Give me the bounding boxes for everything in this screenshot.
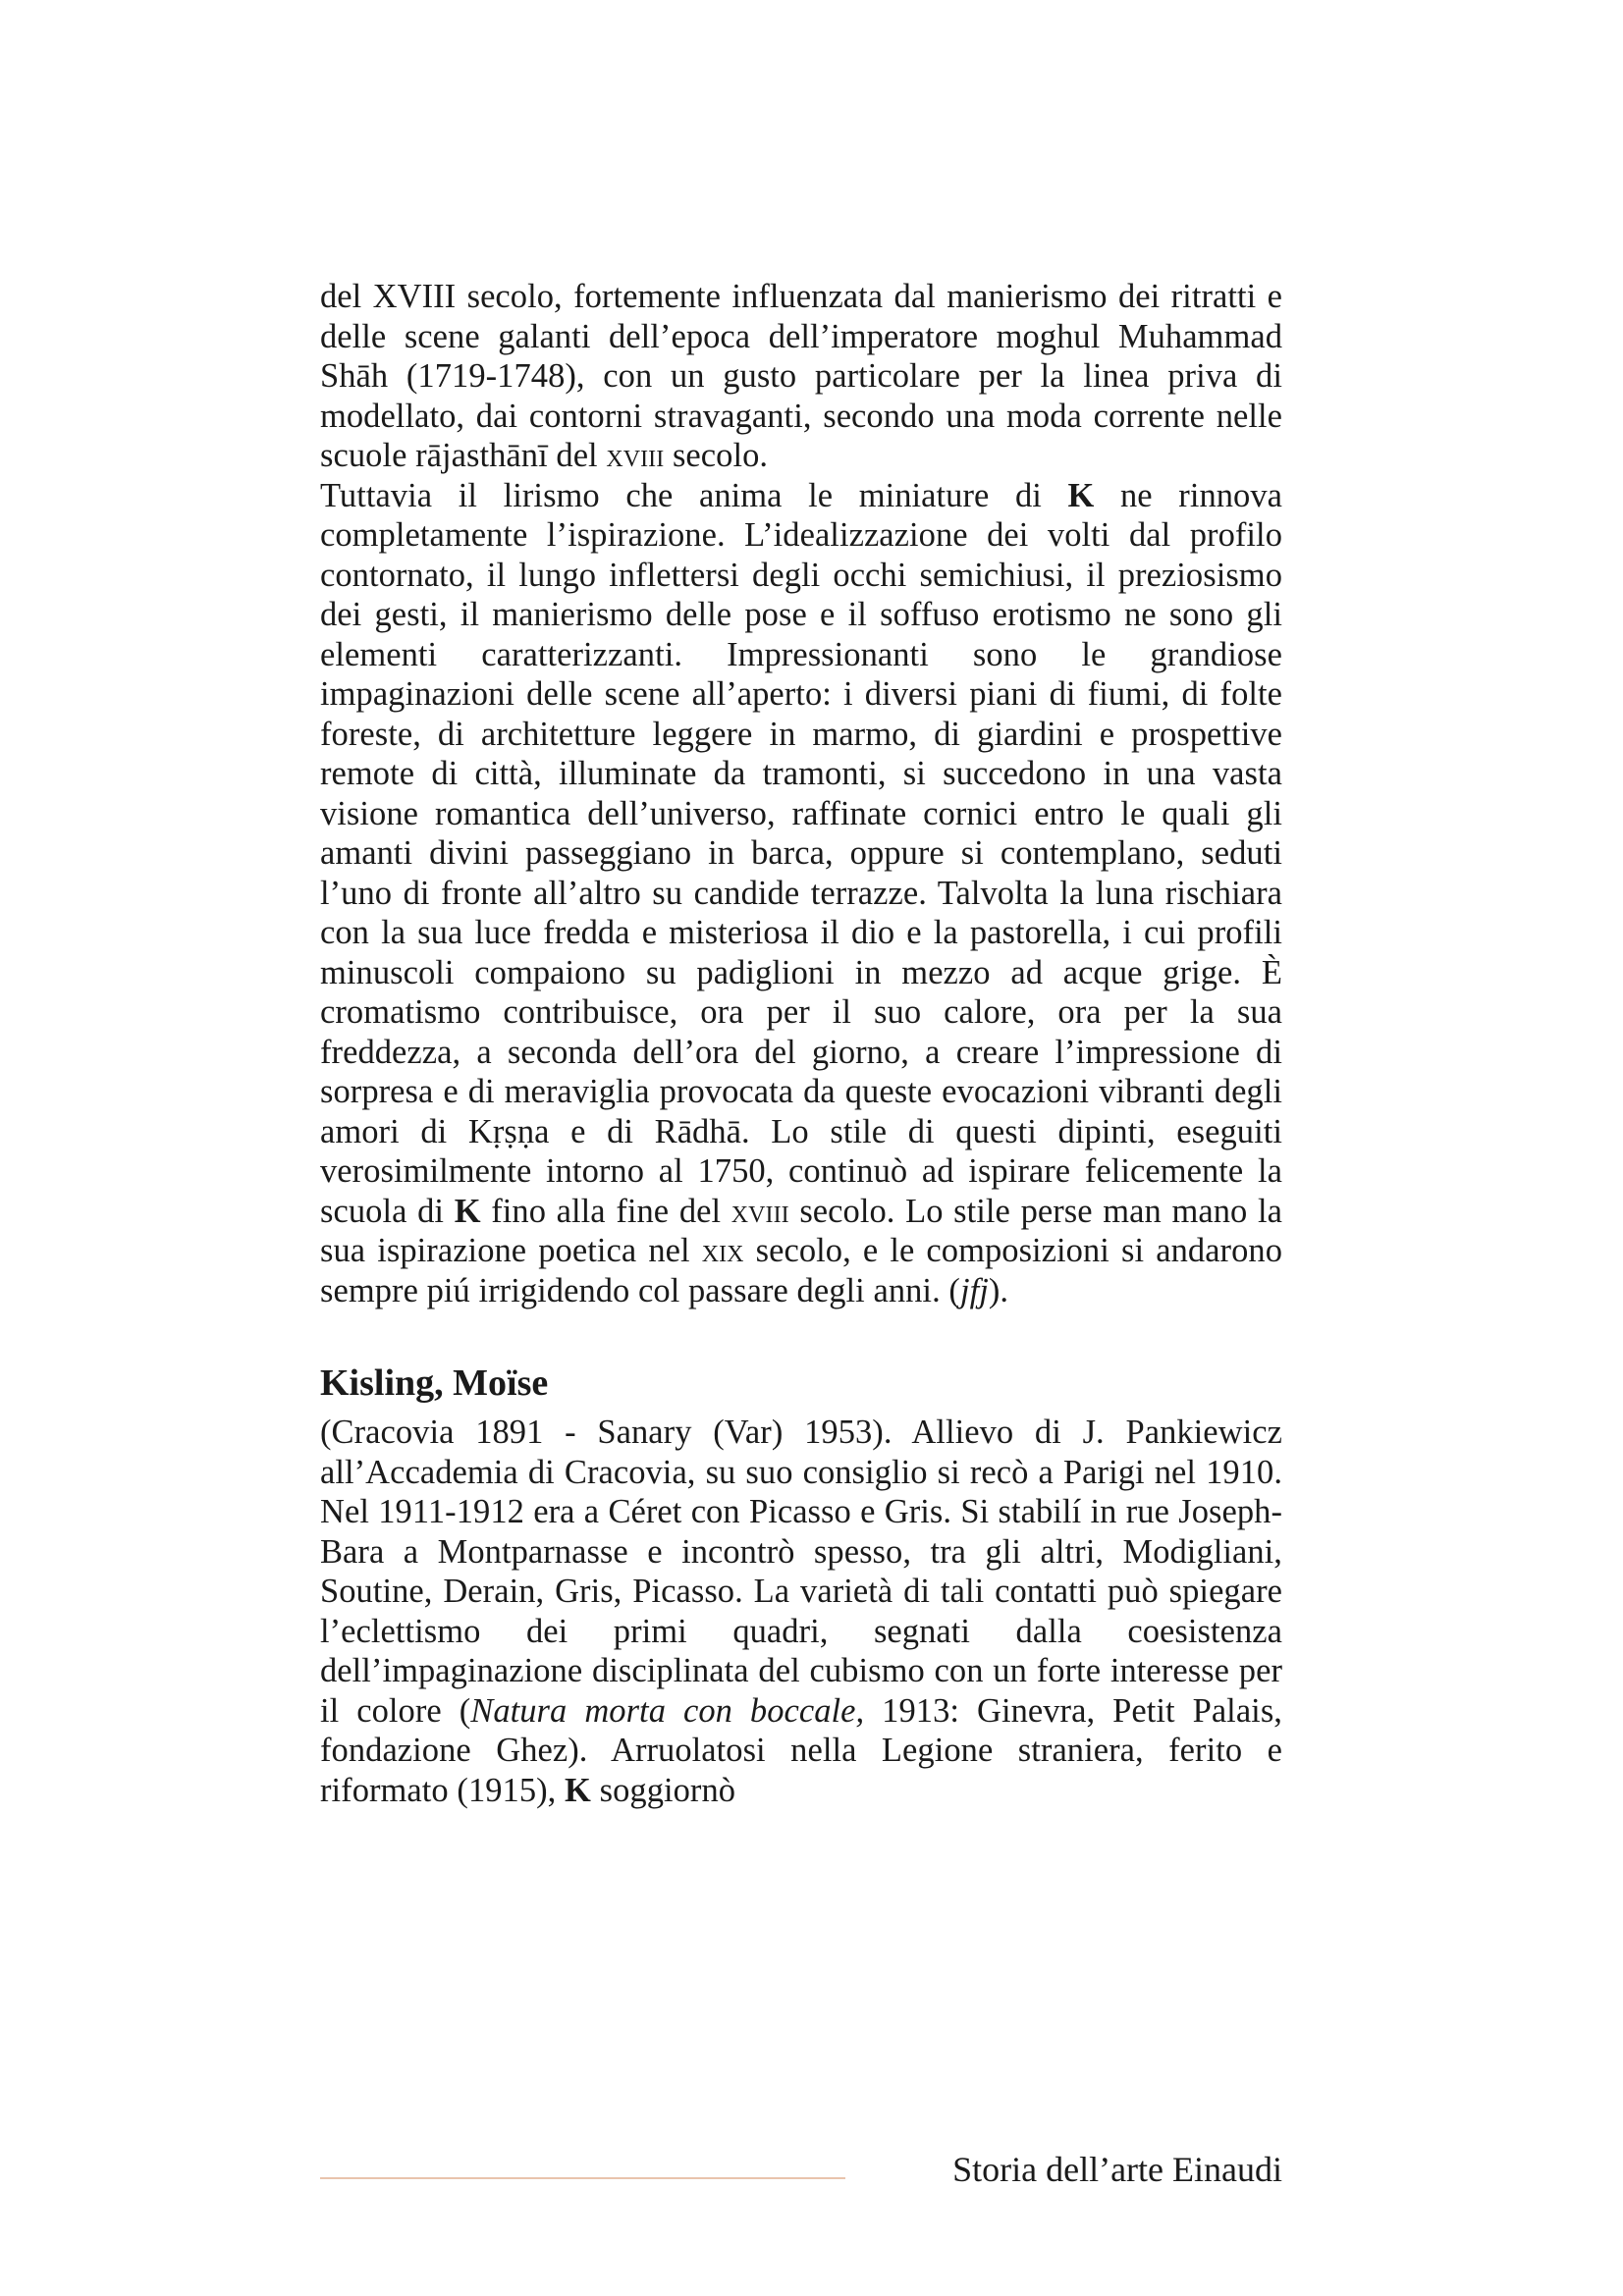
author-initials: jfj xyxy=(959,1271,989,1309)
text-run: ). xyxy=(988,1271,1009,1309)
text-run: (Cracovia 1891 - Sanary (Var) 1953). Allievo di J. Pankiewicz all’Accademia di Cracovia, su suo consiglio si recò a Parigi nel 1910. Nel 1911-1912 era a Céret con Picasso e Gris. Si stabilí in rue Joseph-Bara a Montparnasse e incontrò spesso, tra gli altri, Modigliani, Soutine, Derain, Gris, Picasso. La varietà di tali contatti può spiegare l’eclettismo dei primi quadri, segnati dalla coesistenza dell’impaginazione disciplinata del cubismo con un forte interesse per il colore ( xyxy=(320,1414,1282,1730)
century-numeral: xviii xyxy=(606,437,665,474)
text-run: fino alla fine del xyxy=(480,1192,731,1230)
text-run: ne rinnova completamente l’ispirazione. L’idealizzazione dei volti dal profilo contornato, il lungo inflettersi degli occhi semichiusi, il preziosismo dei gesti, il manierismo delle pose e il soffuso erotismo ne sono gli elementi caratterizzanti. Impressionanti sono le grandiose impaginazioni delle scene all’aperto: i diversi piani di fiumi, di folte foreste, di architetture leggere in marmo, di giardini e prospettive remote di città, illuminate da tramonti, si succedono in una vasta visione romantica dell’universo, raffinate cornici entro le quali gli amanti divini passeggiano in barca, oppure si contemplano, seduti l’uno di fronte all’altro su candide terrazze. Talvolta la luna rischiara con la sua luce fredda e misteriosa il dio e la pastorella, i cui profili minuscoli compaiono su padiglioni in mezzo ad acque grige. È cromatismo contribuisce, ora per il suo calore, ora per la sua freddezza, a seconda dell’ora del giorno, a creare l’impressione di sorpresa e di meraviglia provocata da queste evocazioni vibranti degli amori di Kṛṣṇa e di Rādhā. Lo stile di questi dipinti, eseguiti verosimilmente intorno al 1750, continuò ad ispirare felicemente la scuola di xyxy=(320,476,1283,1230)
artwork-title: Natura morta con boccale, xyxy=(470,1691,865,1730)
text-run: soggiornò xyxy=(590,1771,736,1809)
footer-rule xyxy=(320,2177,845,2179)
entry-abbrev-k: K xyxy=(1067,476,1095,514)
entry-continuation-paragraph-1 xyxy=(320,277,1282,476)
text-run: 1913: Ginevra, Petit Palais, fondazione Ghez). Arruolatosi nella Legione straniera, ferito e riformato (1915), xyxy=(320,1691,1282,1809)
entry-heading-kisling: Kisling, Moïse xyxy=(320,1362,549,1404)
century-numeral: xviii xyxy=(730,1192,789,1230)
entry-abbrev-k: K xyxy=(454,1192,481,1230)
text-run: Tuttavia il lirismo che anima le miniature di xyxy=(320,476,1068,514)
text-run: del XVIII secolo, fortemente influenzata dal manierismo dei ritratti e delle scene galanti dell’epoca dell’imperatore moghul Muhammad Shāh (1719-1748), con un gusto particolare per la linea priva di modellato, dai contorni stravaganti, secondo una moda corrente nelle scuole rājasthānī del xyxy=(320,278,1282,474)
entry-abbrev-k: K xyxy=(565,1771,591,1809)
footer-publication-title: Storia dell’arte Einaudi xyxy=(952,2150,1282,2189)
page-body xyxy=(320,277,1282,1810)
text-run: secolo. xyxy=(664,437,769,474)
text-run: secolo, e le composizioni si andarono sempre piú irrigidendo col passare degli anni. ( xyxy=(320,1232,1282,1309)
entry-continuation-paragraph-2 xyxy=(320,476,1282,1311)
century-numeral: xix xyxy=(701,1232,744,1269)
text-run: secolo. Lo stile perse man mano la sua ispirazione poetica nel xyxy=(320,1192,1282,1269)
entry-kisling-paragraph xyxy=(320,1413,1282,1810)
page-footer xyxy=(320,2138,1282,2187)
